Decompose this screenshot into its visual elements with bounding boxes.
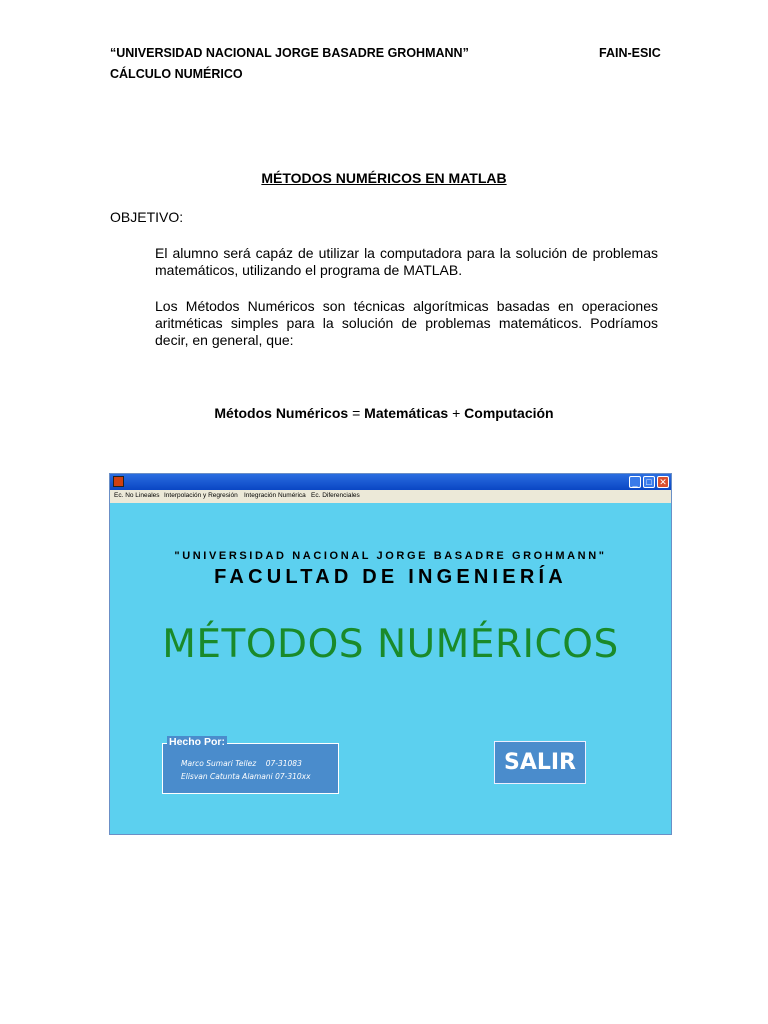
menu-item-integracion[interactable]: Integración Numérica [244, 492, 306, 499]
app-window-screenshot [109, 473, 672, 835]
menu-item-ec-diferenciales[interactable]: Ec. Diferenciales [311, 492, 360, 499]
close-icon[interactable]: ✕ [657, 476, 669, 488]
header-course: CÁLCULO NUMÉRICO [110, 67, 243, 81]
formula-equals: = [348, 405, 365, 421]
author-2: Elisvan Catunta Alamani 07-310xx [181, 772, 311, 781]
formula-term1: Métodos Numéricos [214, 405, 349, 421]
paragraph-definition: Los Métodos Numéricos son técnicas algorítmicas basadas en operaciones aritméticas simples para la solución de problemas matemáticos. Podríamos decir, en general, que: [155, 298, 658, 348]
app-university-line: "UNIVERSIDAD NACIONAL JORGE BASADRE GROHMANN" [174, 550, 607, 562]
menubar [110, 490, 671, 503]
menu-item-interpolacion[interactable]: Interpolación y Regresión [164, 492, 238, 499]
formula-term2: Matemáticas [364, 405, 449, 421]
formula [0, 405, 768, 421]
document-title: MÉTODOS NUMÉRICOS EN MATLAB [261, 170, 507, 186]
maximize-icon[interactable]: □ [643, 476, 655, 488]
header-university: “UNIVERSIDAD NACIONAL JORGE BASADRE GROHMANN” [110, 46, 469, 60]
app-faculty-line: FACULTAD DE INGENIERÍA [214, 566, 567, 588]
app-icon [113, 476, 124, 487]
exit-button[interactable]: SALIR [494, 741, 586, 784]
formula-term3: Computación [464, 405, 554, 421]
objective-label: OBJETIVO: [110, 209, 184, 225]
window-titlebar[interactable] [110, 474, 671, 490]
author-1: Marco Sumari Tellez 07-31083 [181, 759, 302, 768]
header-faculty-code: FAIN-ESIC [599, 46, 661, 60]
app-main-title: MÉTODOS NUMÉRICOS [162, 622, 619, 667]
menu-item-ec-no-lineales[interactable]: Ec. No Lineales [114, 492, 160, 499]
paragraph-objective: El alumno será capáz de utilizar la computadora para la solución de problemas matemáticos, utilizando el programa de MATLAB. [155, 245, 658, 278]
credits-label: Hecho Por: [169, 736, 226, 748]
minimize-icon[interactable]: _ [629, 476, 641, 488]
credits-panel [162, 743, 339, 794]
formula-plus: + [448, 405, 465, 421]
